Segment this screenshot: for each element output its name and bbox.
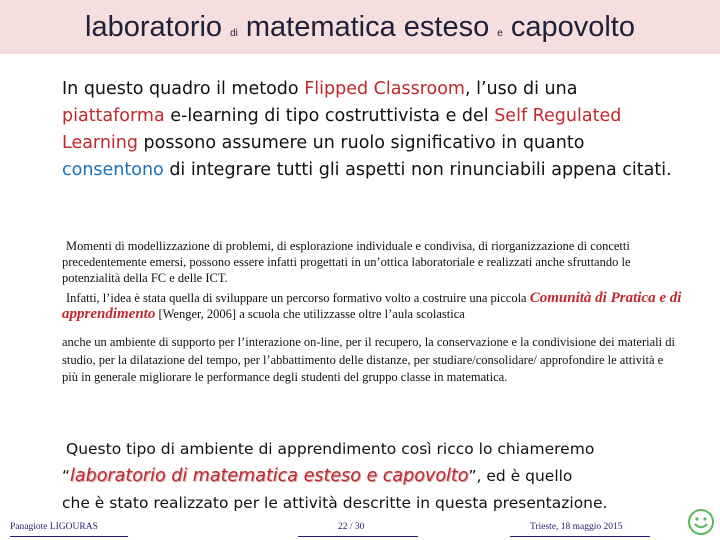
infatti-paragraph bbox=[62, 290, 682, 322]
infatti-text-2: [Wenger, 2006] a scuola che utilizzasse oltre l’aula scolastica bbox=[155, 307, 465, 321]
intro-text-5: di integrare tutti gli aspetti non rinunciabili appena citati. bbox=[163, 160, 672, 180]
footer-divider-page bbox=[298, 536, 418, 537]
infatti-text-1: Infatti, l’idea è stata quella di sviluppare un percorso formativo volto a costruire una piccola bbox=[66, 291, 530, 305]
piattaforma-highlight: piattaforma bbox=[62, 106, 165, 126]
slide-title bbox=[0, 0, 720, 54]
quote-close-text: ”, ed è quello bbox=[468, 467, 573, 485]
intro-text-1: In questo quadro il metodo bbox=[62, 79, 305, 99]
footer-author: Panagiote LIGOURAS bbox=[10, 522, 98, 532]
self-regulated-learning-highlight: Self Regulated Learning bbox=[62, 106, 622, 153]
footer-page-number: 22 / 30 bbox=[338, 522, 365, 532]
conclusion-line-3: che è stato realizzato per le attività descritte in questa presentazione. bbox=[62, 494, 608, 512]
intro-paragraph bbox=[62, 76, 672, 184]
intro-text-2: , l’uso di una bbox=[464, 79, 578, 99]
intro-text-4: possono assumere un ruolo significativo in quanto bbox=[137, 133, 585, 153]
intro-text-3: e-learning di tipo costruttivista e del bbox=[164, 106, 495, 126]
smiley-icon[interactable] bbox=[686, 507, 716, 537]
comunita-di-pratica-highlight: Comunità di Pratica e di apprendimento bbox=[62, 290, 682, 322]
momenti-paragraph: Momenti di modellizzazione di problemi, di esplorazione individuale e condivisa, di riorganizzazione di concetti precedentemente emersi, possono essere infatti progettati in un’ottica laboratoriale e realizzati anche sfruttando le potenzialità della FC e delle ICT. bbox=[62, 239, 631, 285]
quote-open: “ bbox=[62, 467, 71, 485]
consentono-highlight: consentono bbox=[62, 160, 164, 180]
ambiente-paragraph: anche un ambiente di supporto per l’interazione on-line, per il recupero, la conservazione e la condivisione dei materiali di studio, per la dilatazione del tempo, per l’abbattimento delle distanze, per studiare/consolidare/ approfondire le attività e più in generale migliorare le performance degli studenti del gruppo classe in matematica. bbox=[62, 335, 675, 384]
title-word-matematica-esteso: matematica esteso bbox=[245, 10, 490, 43]
footer-divider-date bbox=[510, 536, 650, 537]
title-word-capovolto: capovolto bbox=[510, 10, 635, 43]
laboratorio-highlight: laboratorio di matematica esteso e capovolto bbox=[70, 466, 469, 486]
footer-divider-author bbox=[10, 536, 128, 537]
title-small-e: e bbox=[497, 27, 503, 39]
footer-date: Trieste, 18 maggio 2015 bbox=[530, 522, 623, 532]
conclusion-line-2 bbox=[62, 466, 572, 486]
title-small-di: di bbox=[230, 27, 238, 39]
title-word-laboratorio: laboratorio bbox=[85, 10, 223, 43]
conclusion-line-1: Questo tipo di ambiente di apprendimento così ricco lo chiameremo bbox=[66, 440, 595, 458]
flipped-classroom-highlight: Flipped Classroom bbox=[304, 79, 465, 99]
